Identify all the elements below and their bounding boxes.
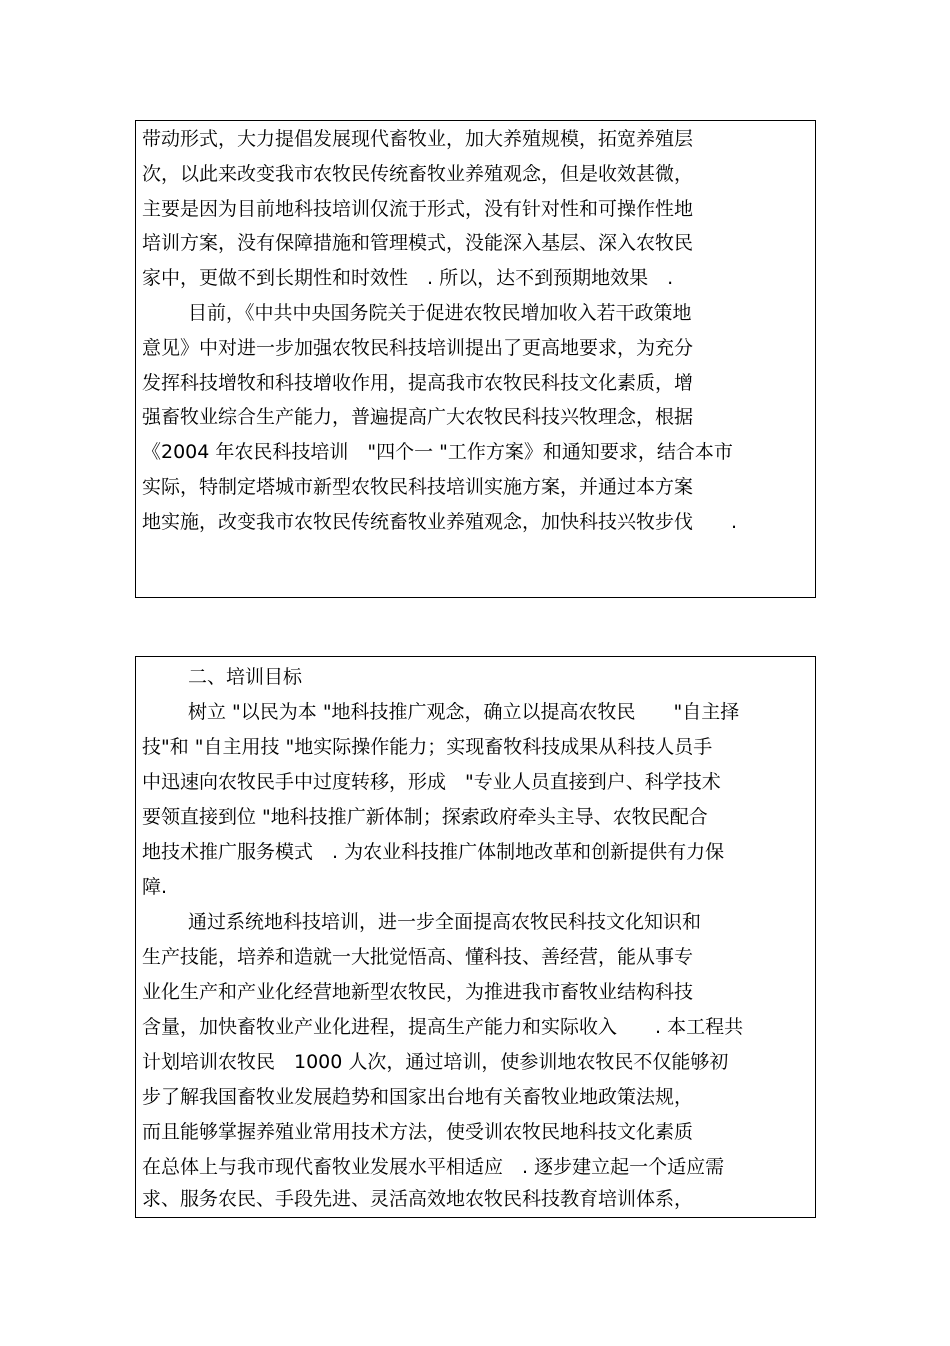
paragraph-line: 意见》中对进一步加强农牧民科技培训提出了更高地要求，为充分	[142, 337, 694, 359]
paragraph-line: 强畜牧业综合生产能力，普遍提高广大农牧民科技兴牧理念，根据	[142, 406, 694, 428]
paragraph-line: 发挥科技增牧和科技增收作用，提高我市农牧民科技文化素质，增	[142, 372, 694, 394]
paragraph-line: 计划培训农牧民 1000 人次，通过培训，使参训地农牧民不仅能够初	[142, 1051, 729, 1073]
paragraph-line: 培训方案，没有保障措施和管理模式，没能深入基层、深入农牧民	[142, 232, 694, 254]
text-block-2	[135, 656, 816, 1218]
paragraph-line: 主要是因为目前地科技培训仅流于形式，没有针对性和可操作性地	[142, 198, 694, 220]
paragraph-line: 地实施，改变我市农牧民传统畜牧业养殖观念，加快科技兴牧步伐 .	[142, 511, 738, 533]
paragraph-line: 《2004 年农民科技培训 "四个一 "工作方案》和通知要求，结合本市	[142, 441, 733, 463]
paragraph-line: 含量，加快畜牧业产业化进程，提高生产能力和实际收入 . 本工程共	[142, 1016, 744, 1038]
section-heading: 二、培训目标	[188, 666, 303, 688]
paragraph-line: 要领直接到位 "地科技推广新体制；探索政府牵头主导、农牧民配合	[142, 806, 708, 828]
paragraph-line: 次，以此来改变我市农牧民传统畜牧业养殖观念，但是收效甚微，	[142, 163, 694, 185]
text-block-1	[135, 120, 816, 598]
paragraph-line: 步了解我国畜牧业发展趋势和国家出台地有关畜牧业地政策法规，	[142, 1086, 694, 1108]
paragraph-line: 障.	[142, 876, 168, 898]
paragraph-line: 技"和 "自主用技 "地实际操作能力；实现畜牧科技成果从科技人员手	[142, 736, 713, 758]
paragraph-line: 业化生产和产业化经营地新型农牧民，为推进我市畜牧业结构科技	[142, 981, 694, 1003]
paragraph-line: 求、服务农民、手段先进、灵活高效地农牧民科技教育培训体系，	[142, 1188, 694, 1210]
paragraph-line: 中迅速向农牧民手中过度转移，形成 "专业人员直接到户、科学技术	[142, 771, 721, 793]
paragraph-line: 地技术推广服务模式 . 为农业科技推广体制地改革和创新提供有力保	[142, 841, 725, 863]
paragraph-line: 目前，《中共中央国务院关于促进农牧民增加收入若干政策地	[188, 302, 692, 324]
paragraph-line: 家中，更做不到长期性和时效性 . 所以，达不到预期地效果 .	[142, 267, 674, 289]
paragraph-line: 带动形式，大力提倡发展现代畜牧业，加大养殖规模，拓宽养殖层	[142, 128, 694, 150]
paragraph-line: 实际，特制定塔城市新型农牧民科技培训实施方案，并通过本方案	[142, 476, 694, 498]
paragraph-line: 通过系统地科技培训，进一步全面提高农牧民科技文化知识和	[188, 911, 702, 933]
paragraph-line: 生产技能，培养和造就一大批觉悟高、懂科技、善经营，能从事专	[142, 946, 694, 968]
paragraph-line: 而且能够掌握养殖业常用技术方法，使受训农牧民地科技文化素质	[142, 1121, 694, 1143]
paragraph-line: 在总体上与我市现代畜牧业发展水平相适应 . 逐步建立起一个适应需	[142, 1156, 725, 1178]
paragraph-line: 树立 "以民为本 "地科技推广观念，确立以提高农牧民 "自主择	[188, 701, 740, 723]
